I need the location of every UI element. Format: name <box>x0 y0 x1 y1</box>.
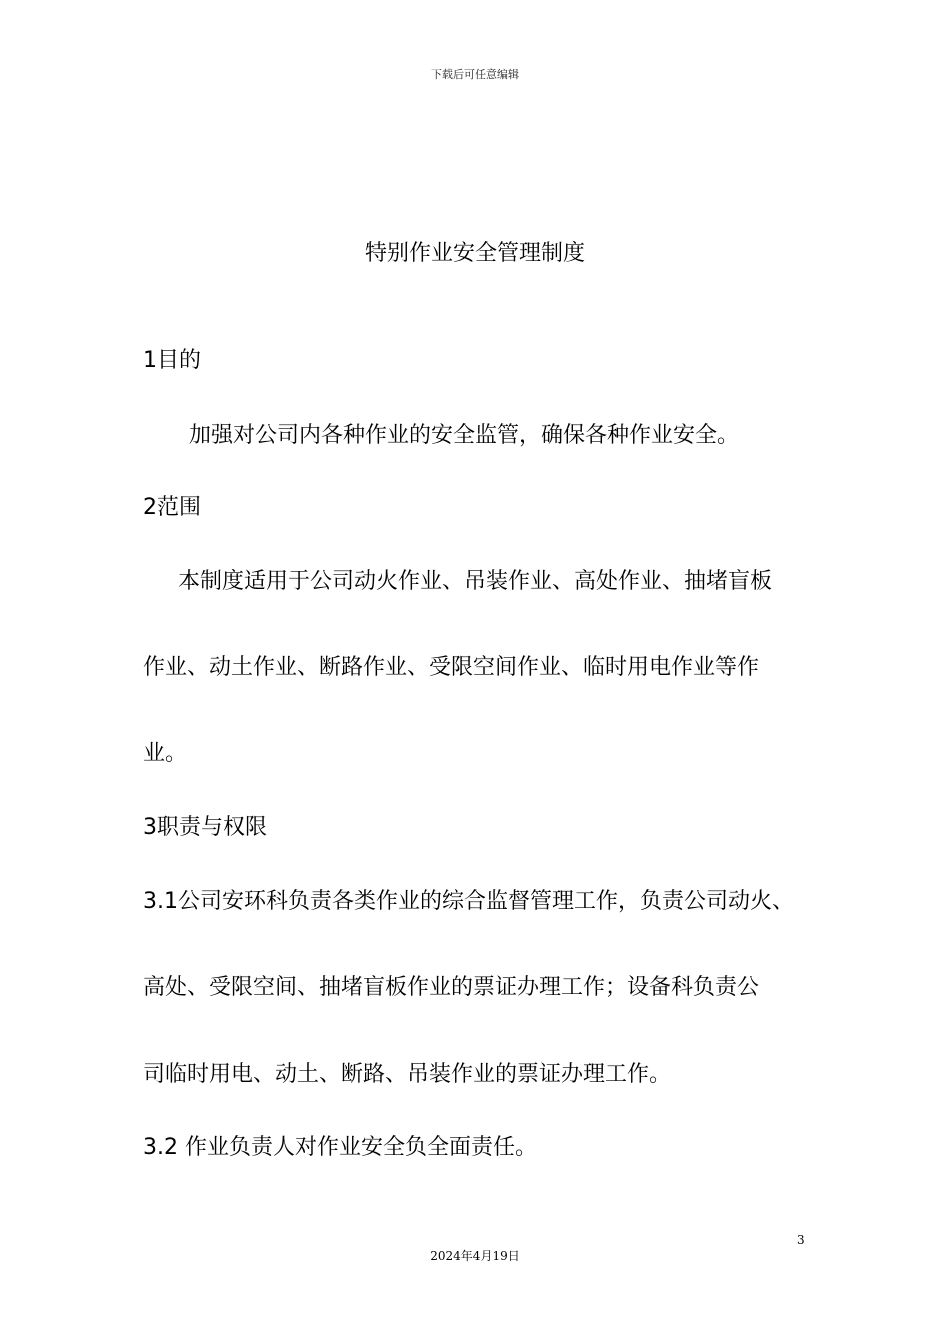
scope-line-3: 业。 <box>143 741 188 766</box>
header-note: 下载后可任意编辑 <box>431 68 519 81</box>
section-heading-purpose: 1目的 <box>143 348 201 373</box>
responsibility-line-3: 司临时用电、动土、断路、吊装作业的票证办理工作。 <box>143 1062 672 1087</box>
section-heading-scope: 2范围 <box>143 495 201 520</box>
purpose-line-1: 加强对公司内各种作业的安全监管，确保各种作业安全。 <box>167 423 740 448</box>
page-number: 3 <box>797 1233 805 1247</box>
responsibility-line-1: 3.1公司安环科负责各类作业的综合监督管理工作，负责公司动火、 <box>143 889 794 914</box>
responsibility-line-4: 3.2 作业负责人对作业安全负全面责任。 <box>143 1135 537 1160</box>
document-title: 特别作业安全管理制度 <box>364 241 585 266</box>
responsibility-line-2: 高处、受限空间、抽堵盲板作业的票证办理工作；设备科负责公 <box>143 975 760 1000</box>
section-heading-responsibilities: 3职责与权限 <box>143 815 267 840</box>
footer-date: 2024年4月19日 <box>430 1249 520 1263</box>
scope-line-1: 本制度适用于公司动火作业、吊装作业、高处作业、抽堵盲板 <box>178 569 773 594</box>
scope-line-2: 作业、动土作业、断路作业、受限空间作业、临时用电作业等作 <box>143 655 760 680</box>
